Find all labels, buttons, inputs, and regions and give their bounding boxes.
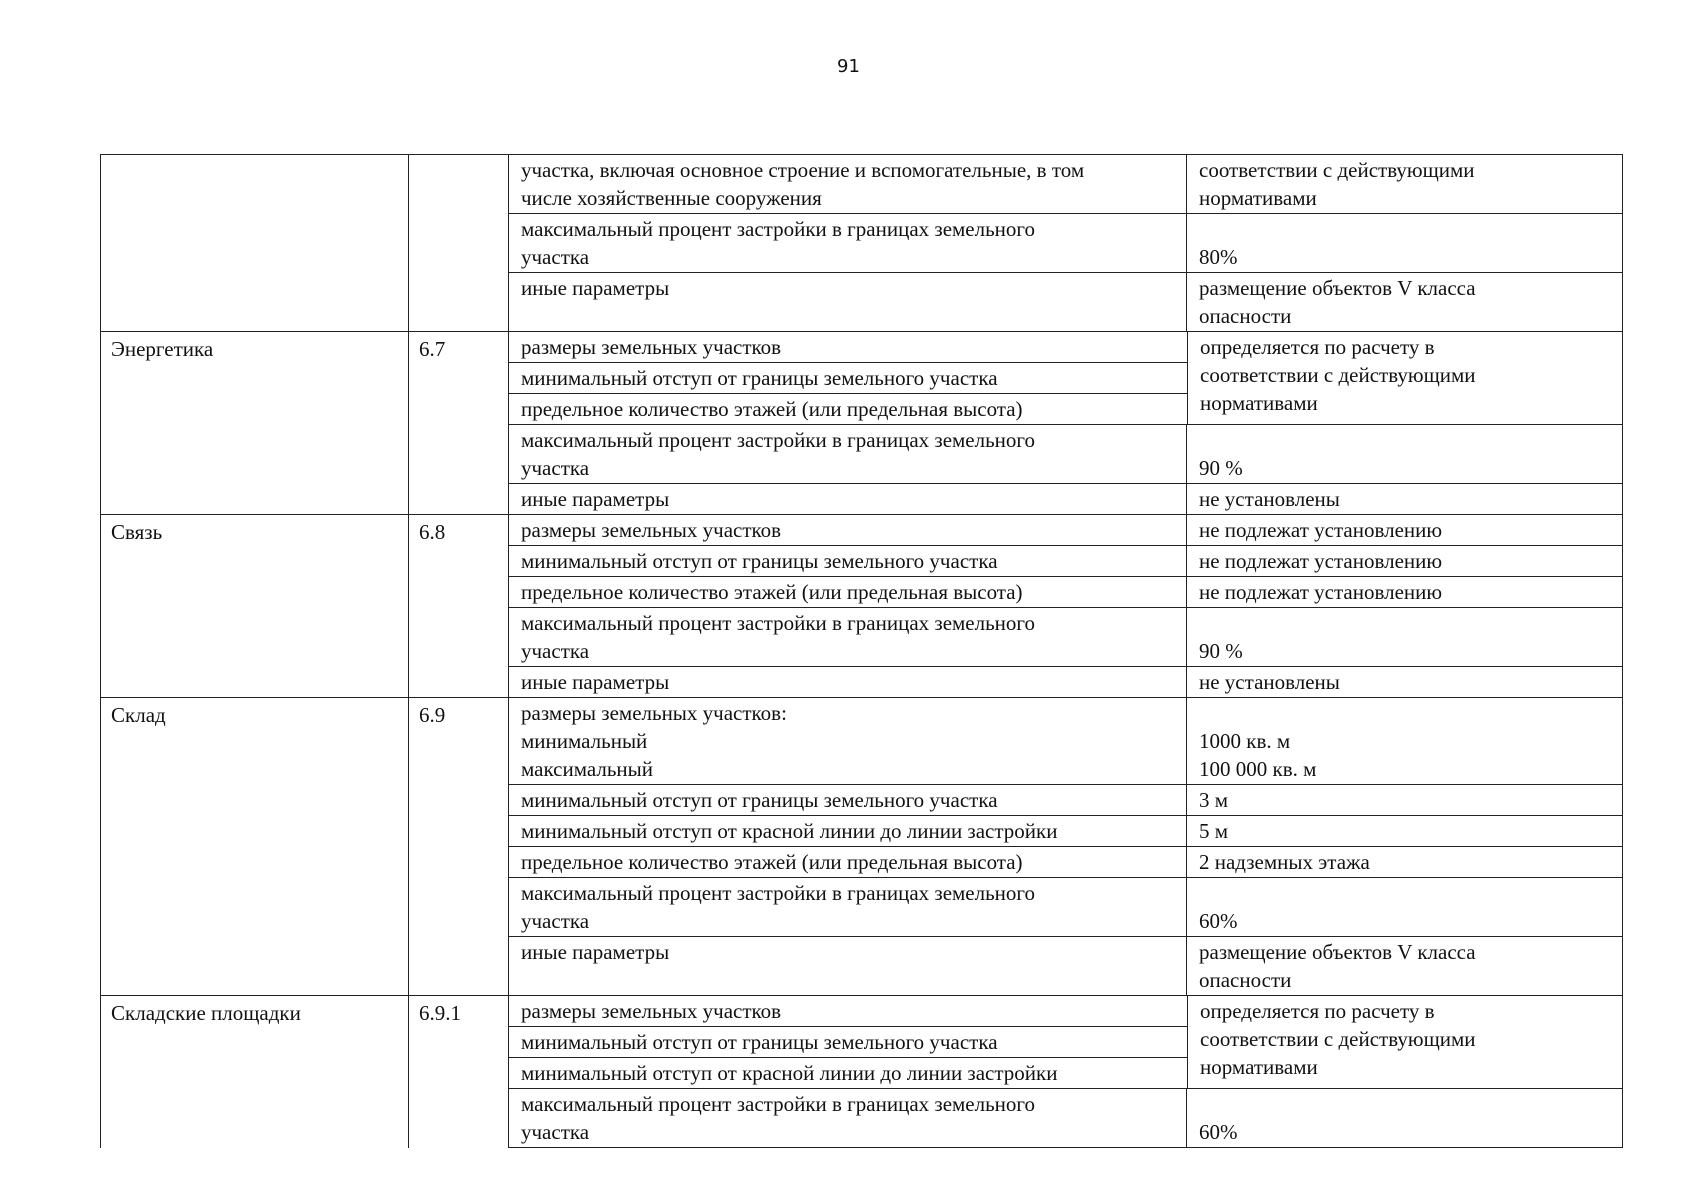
- parameter-cell: размеры земельных участков: [509, 515, 1187, 545]
- parameter-cell: максимальный процент застройки в границах земельного участка: [509, 878, 1187, 936]
- table-group-continuation: [100, 154, 1623, 332]
- use-type-code-cell: 6.8: [409, 515, 509, 697]
- table-group-storage-yards: [100, 996, 1623, 1148]
- table-row: [509, 667, 1623, 697]
- table-row: [509, 214, 1623, 273]
- parameter-cell: максимальный процент застройки в границах земельного участка: [509, 608, 1187, 666]
- parameter-cell: минимальный отступ от красной линии до линии застройки: [521, 1061, 1058, 1085]
- use-type-name-cell: Склад: [101, 698, 409, 995]
- parameter-cell: минимальный отступ от красной линии до линии застройки: [509, 816, 1187, 846]
- table-row: [509, 698, 1623, 785]
- table-row: [509, 273, 1623, 331]
- table-row: [509, 847, 1623, 878]
- parameter-cell: иные параметры: [509, 667, 1187, 697]
- value-cell: 5 м: [1187, 816, 1623, 846]
- value-cell: не установлены: [1187, 667, 1623, 697]
- parameter-cell: минимальный отступ от границы земельного участка: [509, 785, 1187, 815]
- table-row: [509, 577, 1623, 608]
- value-cell: 80%: [1187, 214, 1623, 272]
- use-type-code-cell: 6.9: [409, 698, 509, 995]
- parameter-cell: максимальный процент застройки в границах земельного участка: [509, 214, 1187, 272]
- value-cell: 60%: [1187, 878, 1623, 936]
- table-row: [509, 937, 1623, 995]
- table-group-warehouse: [100, 698, 1623, 996]
- use-type-name-cell: Складские площадки: [101, 996, 409, 1148]
- parameter-cell: участка, включая основное строение и вспомогательные, в том числе хозяйственные сооружения: [509, 155, 1187, 213]
- use-type-code-cell: 6.7: [409, 332, 509, 514]
- parameter-cell: минимальный отступ от границы земельного участка: [509, 363, 1187, 394]
- value-cell: 3 м: [1187, 785, 1623, 815]
- table-row-merged: [509, 332, 1623, 425]
- value-cell: размещение объектов V класса опасности: [1187, 273, 1623, 331]
- use-type-code-cell: [409, 155, 509, 331]
- parameter-cell: максимальный процент застройки в границах земельного участка: [509, 1089, 1187, 1147]
- value-cell: 90 %: [1187, 425, 1623, 483]
- parameter-cell: иные параметры: [509, 484, 1187, 514]
- parameter-cell: максимальный процент застройки в границах земельного участка: [509, 425, 1187, 483]
- zoning-parameters-table: [100, 154, 1623, 1148]
- table-row: [509, 785, 1623, 816]
- table-row: [509, 816, 1623, 847]
- parameter-cell: размеры земельных участков: минимальный максимальный: [509, 698, 1187, 784]
- use-type-name-cell: Энергетика: [101, 332, 409, 514]
- table-row: [509, 515, 1623, 546]
- value-cell: 1000 кв. м 100 000 кв. м: [1187, 698, 1623, 784]
- value-cell: не подлежат установлению: [1187, 515, 1623, 545]
- table-group-communication: [100, 515, 1623, 698]
- parameter-cell: минимальный отступ от границы земельного участка: [509, 1027, 1187, 1058]
- page-number: 91: [837, 56, 860, 77]
- use-type-name-cell: [101, 155, 409, 331]
- table-row: [509, 608, 1623, 667]
- use-type-name-cell: Связь: [101, 515, 409, 697]
- table-row-merged: [509, 996, 1623, 1089]
- value-cell: не подлежат установлению: [1187, 546, 1623, 576]
- value-cell: размещение объектов V класса опасности: [1187, 937, 1623, 995]
- value-cell: 60%: [1187, 1089, 1623, 1147]
- table-row: [509, 155, 1623, 214]
- parameter-cell: предельное количество этажей (или предельная высота): [509, 847, 1187, 877]
- parameter-cell: минимальный отступ от границы земельного участка: [509, 546, 1187, 576]
- table-row: [509, 546, 1623, 577]
- table-row: [509, 484, 1623, 514]
- use-type-code-cell: 6.9.1: [409, 996, 509, 1148]
- value-cell: 90 %: [1187, 608, 1623, 666]
- table-row: [509, 425, 1623, 484]
- value-cell: не установлены: [1187, 484, 1623, 514]
- parameter-cell: предельное количество этажей (или предельная высота): [521, 397, 1023, 421]
- value-cell: 2 надземных этажа: [1187, 847, 1623, 877]
- table-row: [509, 878, 1623, 937]
- parameter-cell: предельное количество этажей (или предельная высота): [509, 577, 1187, 607]
- table-group-energy: [100, 332, 1623, 515]
- value-cell: не подлежат установлению: [1187, 577, 1623, 607]
- parameter-cell: иные параметры: [509, 937, 1187, 995]
- parameter-cell: иные параметры: [509, 273, 1187, 331]
- value-cell: соответствии с действующими нормативами: [1187, 155, 1623, 213]
- parameter-cell: размеры земельных участков: [509, 996, 1187, 1027]
- parameter-cell: размеры земельных участков: [509, 332, 1187, 363]
- value-cell: определяется по расчету в соответствии с действующими нормативами: [1188, 332, 1623, 424]
- table-row: [509, 1089, 1623, 1148]
- value-cell: определяется по расчету в соответствии с действующими нормативами: [1188, 996, 1623, 1088]
